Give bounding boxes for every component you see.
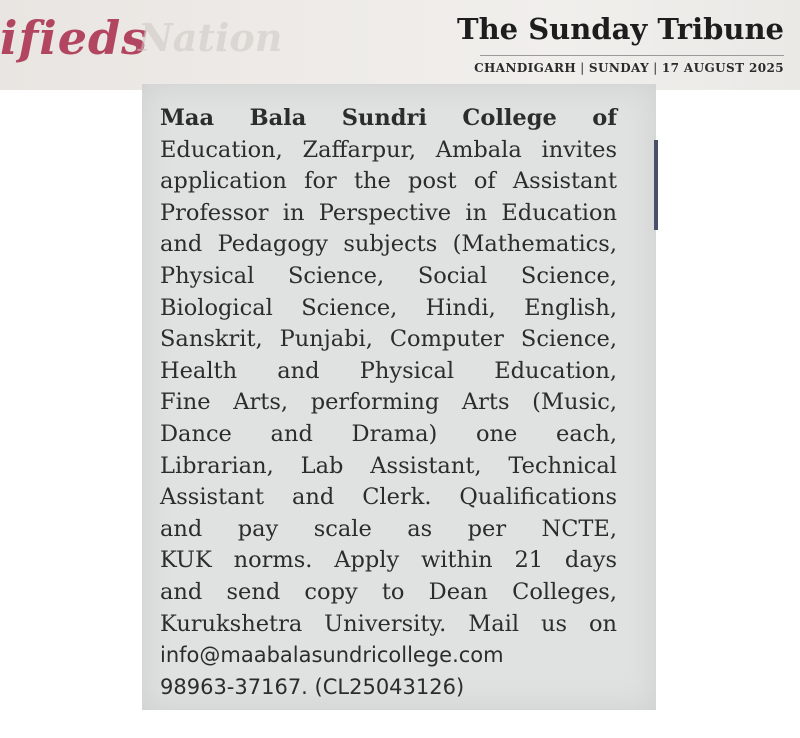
ad-line: Professor in Perspective in Education: [160, 199, 617, 226]
ad-line-email: info@maabalasundricollege.com: [160, 643, 504, 668]
header-divider: [480, 55, 784, 56]
ad-line: Assistant and Clerk. Qualifications: [160, 484, 617, 511]
ad-line-phone-reference: 98963-37167. (CL25043126): [160, 674, 465, 699]
dateline-separator: |: [653, 61, 658, 75]
ad-line: Physical Science, Social Science,: [160, 262, 617, 289]
dateline-day: SUNDAY: [588, 61, 650, 75]
clipping-edge-mark: [654, 140, 658, 230]
ad-line: Kurukshetra University. Mail us on: [160, 610, 617, 637]
ad-line: Dance and Drama) one each,: [160, 420, 617, 447]
newspaper-masthead: The Sunday Tribune: [456, 12, 784, 46]
ad-line: Sanskrit, Punjabi, Computer Science,: [160, 326, 617, 353]
ad-line: application for the post of Assistant: [160, 168, 617, 195]
ad-line: Fine Arts, performing Arts (Music,: [160, 389, 617, 416]
newspaper-header: [0, 0, 800, 90]
ad-line: Education, Zaffarpur, Ambala invites: [160, 136, 617, 163]
dateline-separator: |: [580, 61, 585, 75]
ad-line: and send copy to Dean Colleges,: [160, 578, 617, 605]
ad-line: Librarian, Lab Assistant, Technical: [160, 452, 617, 479]
ad-line: KUK norms. Apply within 21 days: [160, 547, 617, 574]
faded-background-text: Nation: [138, 15, 283, 60]
classified-ad-text: [160, 103, 617, 703]
ad-line: Health and Physical Education,: [160, 357, 617, 384]
ad-line: and Pedagogy subjects (Mathematics,: [160, 231, 617, 258]
dateline: [474, 60, 784, 76]
ad-line: and pay scale as per NCTE,: [160, 515, 617, 542]
ad-line: Biological Science, Hindi, English,: [160, 294, 617, 321]
ad-line-college-name: Maa Bala Sundri College of: [160, 105, 617, 131]
section-label: ifieds: [0, 11, 149, 65]
dateline-city: CHANDIGARH: [474, 61, 577, 75]
dateline-date: 17 AUGUST 2025: [661, 61, 784, 75]
